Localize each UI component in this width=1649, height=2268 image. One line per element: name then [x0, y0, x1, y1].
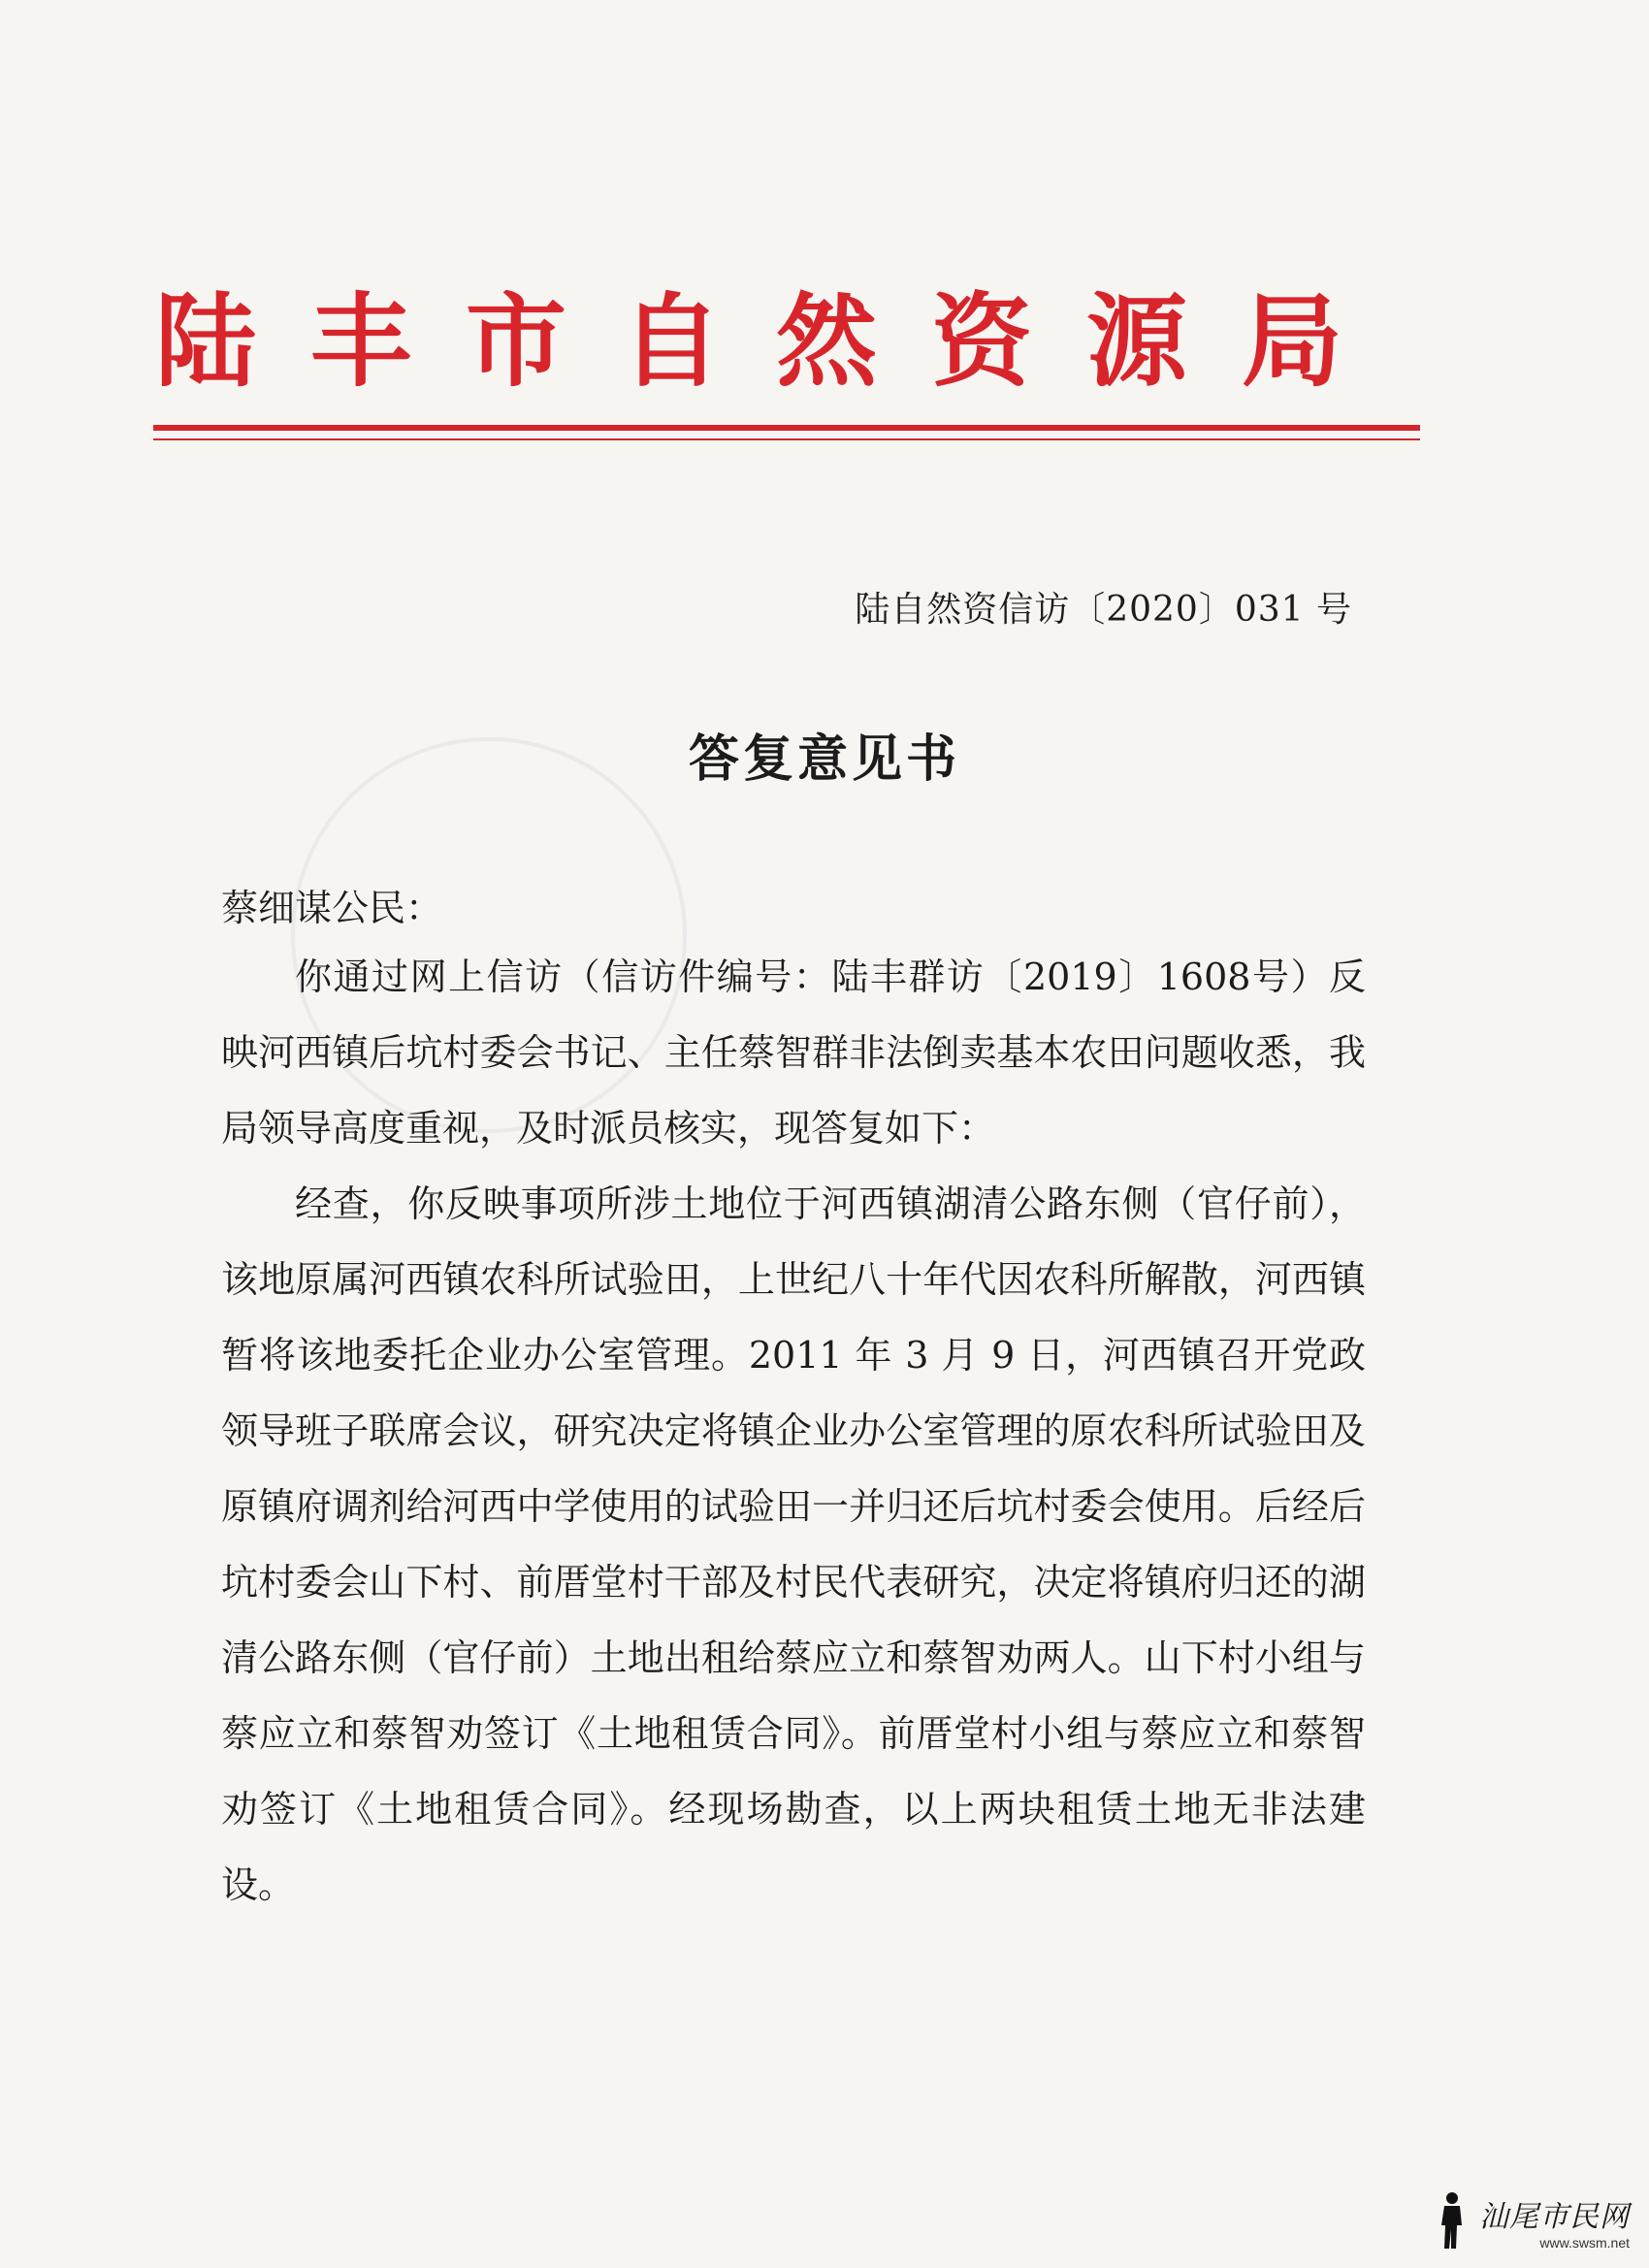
body-paragraph: 经查，你反映事项所涉土地位于河西镇湖清公路东侧（官仔前），该地原属河西镇农科所试验田，上世纪八十年代因农科所解散，河西镇暂将该地委托企业办公室管理。2011 年 3 月 9 日，河西镇召开党政领导班子联席会议，研究决定将镇企业办公室管理的原农科所试验田及原镇府调剂给河西中学使用的试验田一并归还后坑村委会使用。后经后坑村委会山下村、前厝堂村干部及村民代表研究，决定将镇府归还的湖清公路东侧（官仔前）土地出租给蔡应立和蔡智劝两人。山下村小组与蔡应立和蔡智劝签订《土地租赁合同》。前厝堂村小组与蔡应立和蔡智劝签订《土地租赁合同》。经现场勘查，以上两块租赁土地无非法建设。 [221, 1183, 1366, 1906]
salutation: 蔡细谋公民： [221, 887, 443, 929]
document-body [221, 939, 1366, 1923]
site-watermark [1433, 2190, 1630, 2251]
letterhead-org-name: 陆丰市自然资源局 [154, 281, 1397, 401]
body-paragraph: 你通过网上信访（信访件编号：陆丰群访〔2019〕1608号）反映河西镇后坑村委会书记、主任蔡智群非法倒卖基本农田问题收悉，我局领导高度重视，及时派员核实，现答复如下： [221, 956, 1366, 1150]
site-name: 汕尾市民网 [1479, 2200, 1630, 2234]
letterhead-rule-thick [153, 425, 1420, 431]
site-url: www.swsm.net [1539, 2235, 1630, 2251]
person-silhouette-icon [1433, 2190, 1471, 2251]
letterhead-rule-thin [153, 438, 1420, 440]
document-title: 答复意见书 [688, 729, 960, 789]
document-number: 陆自然资信访〔2020〕031 号 [855, 590, 1352, 630]
